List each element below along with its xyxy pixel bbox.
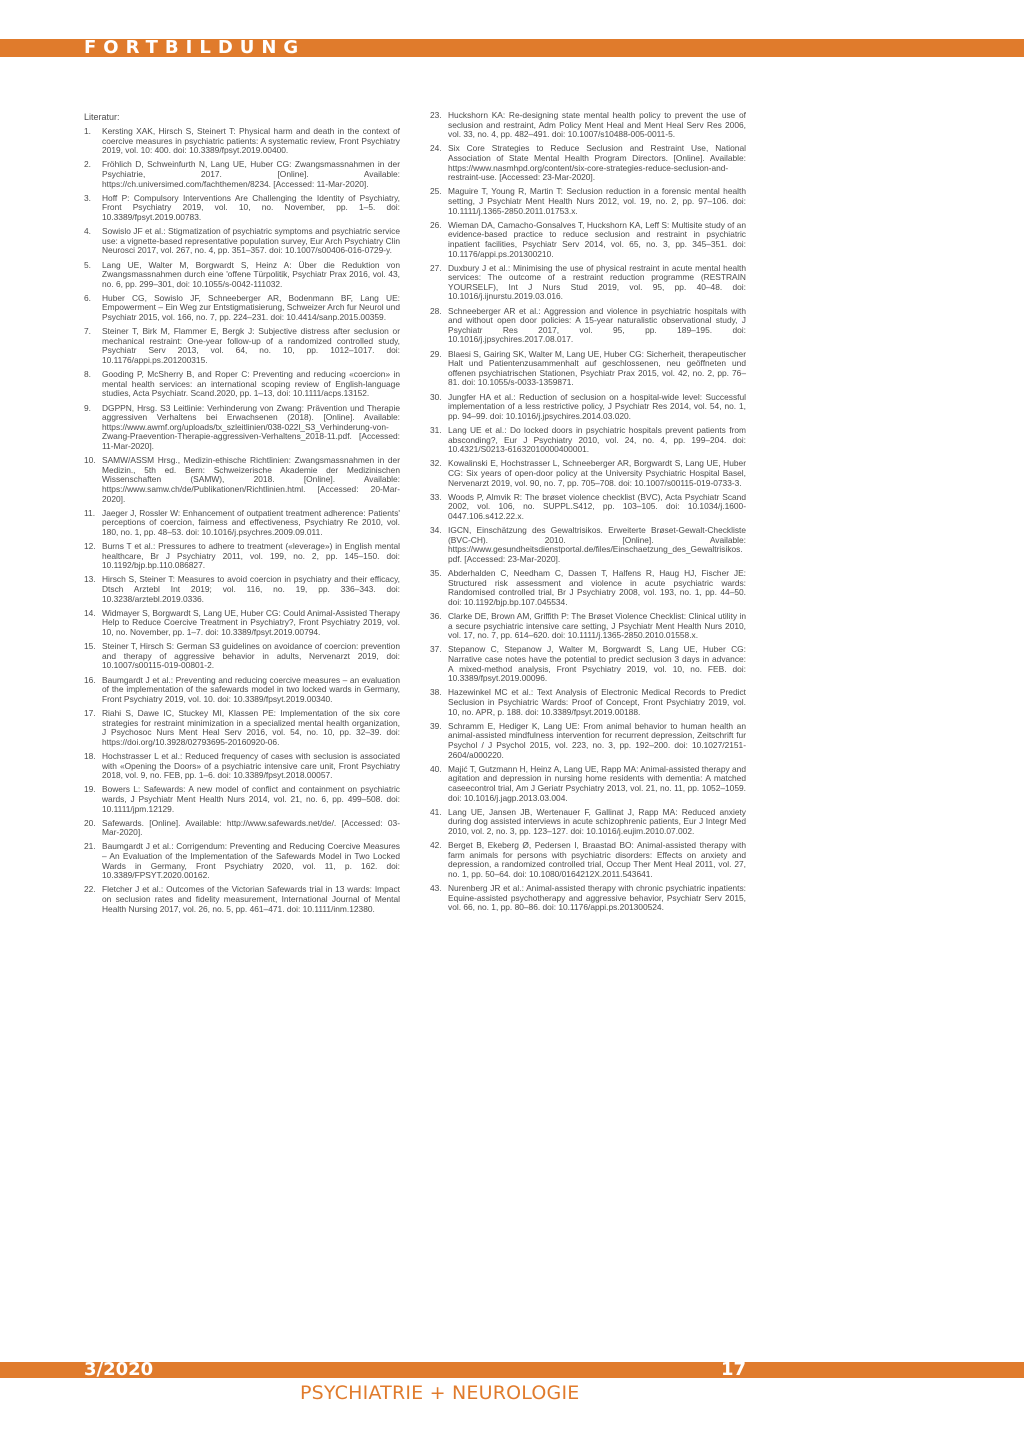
reference-item (430, 765, 746, 803)
reference-text: Clarke DE, Brown AM, Griffith P: The Brøset Violence Checklist: Clinical utility in a secure psychiatric intensive care setting, J Psychiatr Ment Health Nurs 2010, vol. 17, no. 7, pp. 614–620. doi: 10.1111/j.1365-2850.2010.01558.x. (448, 611, 746, 641)
reference-number: 16. (84, 674, 96, 685)
reference-item (84, 842, 400, 880)
reference-item (430, 841, 746, 879)
reference-text: Six Core Strategies to Reduce Seclusion and Restraint Use, National Association of State Mental Health Program Directors. [Online]. Available: https://www.nasmhpd.org/content/six-core-strategies-reduce-seclusion-and-restraint-use. [Accessed: 23-Mar-2020]. (448, 143, 746, 183)
reference-text: Hazewinkel MC et al.: Text Analysis of Electronic Medical Records to Predict Seclusion in Psychiatric Wards: Proof of Concept, Front Psychiatry 2019, vol. 10, no. APR, p. 188. doi: 10.3389/fpsyt.2019.00188. (448, 687, 746, 717)
reference-item (430, 459, 746, 488)
reference-text: Steiner T, Birk M, Flammer E, Bergk J: Subjective distress after seclusion or mechanical restraint: One-year follow-up of a randomized controlled study, Psychiatr Serv 2013, vol. 64, no. 10, pp. 1012–1017. doi: 10.1176/appi.ps.201200315. (102, 326, 400, 366)
reference-number: 15. (84, 641, 96, 652)
reference-text: Schramm E, Hediger K, Lang UE: From animal behavior to human health an animal-assisted mindfulness intervention for recurrent depression, Zeitschrift fur Psychol / J Psychol 2015, vol. 223, no. 3, pp. 192–200. doi: 10.1027/2151-2604/a000220. (448, 720, 746, 760)
reference-text: Lang UE, Walter M, Borgwardt S, Heinz A: Über die Reduktion von Zwangsmassnahmen durch eine 'offene Türpolitik, Psychiatr Prax 2016, vol. 43, no. 6, pp. 299–301, doi: 10.1055/s-0042-111032. (102, 259, 400, 289)
reference-text: Duxbury J et al.: Minimising the use of physical restraint in acute mental health services: The outcome of a restraint reduction programme (RESTRAIN YOURSELF), Int J Nurs Stud 2019, vol. 95, pp. 40–48. doi: 10.1016/j.ijnurstu.2019.03.016. (448, 262, 746, 302)
reference-text: Hirsch S, Steiner T: Measures to avoid coercion in psychiatry and their efficacy, Dtsch Arztebl Int 2019; vol. 116, no. 19, pp. 336–343. doi: 10.3238/arztebl.2019.0336. (102, 574, 400, 604)
reference-item (430, 688, 746, 717)
reference-text: Berget B, Ekeberg Ø, Pedersen I, Braastad BO: Animal-assisted therapy with farm animals for persons with psychiatric disorders: Effects on anxiety and depression, a randomized controlled trial, Occup Ther Ment Heal 2011, vol. 27, no. 1, pp. 50–64. doi: 10.1080/0164212X.2011.543641. (448, 840, 746, 879)
reference-number: 43. (430, 883, 442, 894)
reference-item (430, 187, 746, 216)
reference-text: Fletcher J et al.: Outcomes of the Victorian Safewards trial in 13 wards: Impact on seclusion rates and fidelity measurement, International Journal of Mental Health Nursing 2017, vol. 26, no. 5, pp. 461–471. doi: 10.1111/inm.12380. (102, 884, 400, 914)
reference-number: 21. (84, 841, 96, 852)
reference-number: 35. (430, 568, 442, 579)
reference-text: IGCN, Einschätzung des Gewaltrisikos. Erweiterte Brøset-Gewalt-Checkliste (BVC-CH). 2010. [Online]. Available: https://www.gesundheitsdienstportal.de/files/Einschaetzung_des_Gewaltrisikos.pdf. [Accessed: 23-Mar-2020]. (448, 525, 746, 564)
reference-item (430, 569, 746, 607)
reference-number: 8. (84, 369, 91, 380)
reference-item (84, 327, 400, 365)
reference-text: Nurenberg JR et al.: Animal-assisted therapy with chronic psychiatric inpatients: Equine-assisted psychotherapy and aggressive behavior, Psychiatr Serv 2015, vol. 66, no. 1, pp. 80–86. doi: 10.1176/appi.ps.201300524. (448, 883, 746, 913)
reference-text: Majić T, Gutzmann H, Heinz A, Lang UE, Rapp MA: Animal-assisted therapy and agitation and depression in nursing home residents with dementia: A matched caseecontrol trial, Am J Geriatr Psychiatry 2013, vol. 21, no. 11, pp. 1052–1059. doi: 10.1016/j.jagp.2013.03.004. (448, 763, 746, 803)
reference-number: 4. (84, 226, 91, 237)
reference-item (430, 350, 746, 388)
reference-text: Abderhalden C, Needham C, Dassen T, Halfens R, Haug HJ, Fischer JE: Structured risk assessment and violence in acute psychiatric wards: Randomised controlled trial, Br J Psychiatry 2008, vol. 193, no. 1, pp. 44–50. doi: 10.1192/bjp.bp.107.045534. (448, 568, 746, 607)
reference-item (84, 509, 400, 538)
footer-bar (0, 1362, 1024, 1378)
reference-text: Lang UE, Jansen JB, Wertenauer F, Gallinat J, Rapp MA: Reduced anxiety during dog assisted interviews in acute schizophrenic patients, Eur J Integr Med 2010, vol. 2, no. 3, pp. 123–127. doi: 10.1016/j.eujim.2010.07.002. (448, 806, 746, 836)
reference-number: 17. (84, 707, 96, 718)
references-column-left (84, 127, 400, 919)
reference-text: SAMW/ASSM Hrsg., Medizin-ethische Richtlinien: Zwangsmassnahmen in der Medizin., 5th ed. Bern: Schweizerische Akademie der Medizinischen Wissenschaften (SAMW), 2018. [Online]. Available: https://www.samw.ch/de/Publikationen/Richtlinien.html. [Accessed: 20-Mar-2020]. (102, 455, 400, 504)
reference-text: Sowislo JF et al.: Stigmatization of psychiatric symptoms and psychiatric service use: a vignette-based representative population survey, Eur Arch Psychiatry Clin Neurosci 2017, vol. 267, no. 4, pp. 351–357. doi: 10.1007/s00406-016-0729-y. (102, 226, 400, 256)
reference-text: Baumgardt J et al.: Preventing and reducing coercive measures – an evaluation of the implementation of the safewards model in two locked wards in Germany, Front Psychiatry 2019, vol. 10. doi: 10.3389/fpsyt.2019.00340. (102, 674, 400, 704)
reference-text: Gooding P, McSherry B, and Roper C: Preventing and reducing «coercion» in mental health services: an international scoping review of English-language studies, Acta Psychiatr. Scand.2020, pp. 1–13, doi: 10.1111/acps.13152. (102, 369, 400, 399)
reference-item (84, 785, 400, 814)
reference-item (430, 526, 746, 564)
reference-item (84, 160, 400, 189)
reference-number: 23. (430, 110, 442, 120)
reference-number: 36. (430, 611, 442, 622)
reference-text: Widmayer S, Borgwardt S, Lang UE, Huber CG: Could Animal-Assisted Therapy Help to Reduce Coercive Treatment in Psychiatry?, Front Psychiatry 2019, vol. 10, no. November, pp. 1–7. doi: 10.3389/fpsyt.2019.00794. (102, 607, 400, 638)
reference-text: Wieman DA, Camacho-Gonsalves T, Huckshorn KA, Leff S: Multisite study of an evidence-based practice to reduce seclusion and restraint in psychiatric inpatient facilities, Psychiatr Serv 2014, vol. 65, no. 3, pp. 345–351. doi: 10.1176/appi.ps.201300210. (448, 219, 746, 259)
reference-number: 25. (430, 186, 442, 197)
reference-item (84, 127, 400, 156)
reference-text: DGPPN, Hrsg. S3 Leitlinie: Verhinderung von Zwang: Prävention und Therapie aggressiven Verhaltens bei Erwachsenen (2018). [Online]. Available: https://www.awmf.org/uploads/tx_szleitlinien/038-022l_S3_Verhinderung-von-Zwang-Praevention-Therapie-aggressiven-Verhaltens_2018-11.pdf. [Accessed: 11-Mar-2020]. (102, 402, 400, 451)
reference-item (84, 885, 400, 914)
reference-number: 18. (84, 750, 96, 761)
reference-number: 40. (430, 763, 442, 774)
reference-item (84, 370, 400, 399)
reference-item (430, 426, 746, 455)
reference-text: Jungfer HA et al.: Reduction of seclusion on a hospital-wide level: Successful implementation of a less restrictive policy, J Psychiatr Res 2014, vol. 54, no. 1, pp. 94–99. doi: 10.1016/j.jpsychires.2014.03.020. (448, 391, 746, 421)
reference-text: Fröhlich D, Schweinfurth N, Lang UE, Huber CG: Zwangsmassnahmen in der Psychiatrie, 2017. [Online]. Available: https://ch.universimed.com/fachthemen/8234. [Accessed: 11-Mar-2020]. (102, 159, 400, 189)
reference-item (84, 676, 400, 705)
reference-item (430, 722, 746, 760)
reference-text: Huber CG, Sowislo JF, Schneeberger AR, Bodenmann BF, Lang UE: Empowerment – Ein Weg zur Entstigmatisierung, Schweizer Arch fur Neurol und Psychiatr 2015, vol. 166, no. 7, pp. 224–231. doi: 10.4414/sanp.2015.00359. (102, 292, 400, 323)
reference-text: Blaesi S, Gairing SK, Walter M, Lang UE, Huber CG: Sicherheit, therapeutischer Halt und Patientenzusammenhalt auf geschlossenen, neu geöffneten und offenen psychiatrischen Stationen, Psychiatr Prax 2015, vol. 42, no. 2, pp. 76–81. doi: 10.1055/s-0033-1359871. (448, 348, 746, 388)
reference-text: Baumgardt J et al.: Corrigendum: Preventing and Reducing Coercive Measures – An Evaluation of the Implementation of the Safewards Model in Two Locked Wards in Germany, Front Psychiatry 2020, vol. 11, p. 162. doi: 10.3389/FPSYT.2020.00162. (102, 841, 400, 881)
reference-text: Riahi S, Dawe IC, Stuckey MI, Klassen PE: Implementation of the six core strategies for restraint minimization in a specialized mental health organization, J Psychosoc Nurs Ment Heal Serv 2016, vol. 54, no. 10, pp. 32–39. doi: https://doi.org/10.3928/02793695-20160920-06. (102, 707, 400, 747)
reference-text: Schneeberger AR et al.: Aggression and violence in psychiatric hospitals with and without open door policies: A 15-year naturalistic observational study, J Psychiatr Res 2017, vol. 95, pp. 189–195. doi: 10.1016/j.jpsychires.2017.08.017. (448, 305, 746, 345)
reference-number: 13. (84, 574, 96, 585)
reference-number: 24. (430, 143, 442, 154)
reference-number: 30. (430, 391, 442, 402)
reference-list (84, 127, 400, 914)
reference-item (430, 393, 746, 422)
reference-item (430, 493, 746, 522)
reference-item (84, 609, 400, 638)
reference-number: 7. (84, 326, 91, 337)
reference-item (84, 819, 400, 838)
reference-item (430, 264, 746, 302)
reference-text: Lang UE et al.: Do locked doors in psychiatric hospitals prevent patients from absconding?, Eur J Psychiatry 2010, vol. 24, no. 4, pp. 199–204. doi: 10.4321/S0213-61632010000400001. (448, 424, 746, 455)
reference-number: 33. (430, 491, 442, 502)
reference-item (430, 111, 746, 140)
reference-number: 10. (84, 455, 96, 466)
reference-item (84, 752, 400, 781)
reference-item (430, 645, 746, 683)
literature-label: Literatur: (84, 112, 120, 122)
reference-item (430, 808, 746, 837)
issue-number: 3/2020 (84, 1359, 154, 1380)
reference-number: 20. (84, 817, 96, 828)
reference-number: 42. (430, 840, 442, 851)
reference-item (84, 575, 400, 604)
reference-number: 29. (430, 348, 442, 359)
reference-number: 37. (430, 644, 442, 655)
reference-number: 26. (430, 219, 442, 230)
page-number: 17 (720, 1359, 746, 1380)
reference-number: 27. (430, 262, 442, 273)
reference-text: Jaeger J, Rossler W: Enhancement of outpatient treatment adherence: Patients' perceptions of coercion, fairness and effectiveness, Psychiatry Re 2010, vol. 180, no. 1, pp. 48–53. doi: 10.1016/j.psychres.2009.09.011. (102, 507, 400, 537)
reference-text: Woods P, Almvik R: The brøset violence checklist (BVC), Acta Psychiatr Scand 2002, vol. 106, no. SUPPL.S412, pp. 103–105. doi: 10.1034/j.1600-0447.106.s412.22.x. (448, 491, 746, 521)
reference-text: Burns T et al.: Pressures to adhere to treatment («leverage») in English mental healthcare, Br J Psychiatry 2011, vol. 199, no. 2, pp. 145–150. doi: 10.1192/bjp.bp.110.086827. (102, 541, 400, 571)
reference-number: 31. (430, 424, 442, 435)
reference-text: Hochstrasser L et al.: Reduced frequency of cases with seclusion is associated with «Opening the Doors» of a psychiatric intensive care unit, Front Psychiatry 2018, vol. 9, no. FEB, pp. 1–6. doi: 10.3389/fpsyt.2018.00057. (102, 750, 400, 781)
reference-text: Kowalinski E, Hochstrasser L, Schneeberger AR, Borgwardt S, Lang UE, Huber CG: Six years of open-door policy at the University Psychiatric Hospital Basel, Nervenarzt 2019, vol. 90, no. 7, pp. 705–708. doi: 10.1007/s00115-019-0733-3. (448, 458, 746, 488)
reference-number: 19. (84, 784, 96, 795)
reference-item (84, 456, 400, 504)
reference-number: 2. (84, 159, 91, 170)
reference-number: 9. (84, 402, 91, 413)
reference-text: Steiner T, Hirsch S: German S3 guidelines on avoidance of coercion: prevention and therapy of aggressive behavior in adults, Nervenarzt 2019, doi: 10.1007/s00115-019-00801-2. (102, 641, 400, 671)
reference-number: 1. (84, 126, 91, 136)
reference-item (84, 227, 400, 256)
reference-item (430, 612, 746, 641)
reference-text: Kersting XAK, Hirsch S, Steinert T: Physical harm and death in the context of coercive measures in psychiatric patients: A systematic review, Front Psychiatry 2019, vol. 10: 400. doi: 10.3389/fpsyt.2019.00400. (102, 126, 400, 156)
reference-item (430, 221, 746, 259)
reference-number: 39. (430, 720, 442, 731)
reference-item (84, 194, 400, 223)
reference-number: 6. (84, 292, 91, 303)
reference-number: 41. (430, 806, 442, 817)
reference-item (84, 642, 400, 671)
reference-number: 22. (84, 884, 96, 895)
section-title: FORTBILDUNG (84, 37, 306, 58)
reference-text: Safewards. [Online]. Available: http://www.safewards.net/de/. [Accessed: 03-Mar-2020]. (102, 817, 400, 838)
reference-list (430, 111, 746, 913)
reference-item (84, 709, 400, 747)
reference-text: Hoff P: Compulsory Interventions Are Challenging the Identity of Psychiatry, Front Psychiatry 2019, vol. 10, no. November, pp. 1–5. doi: 10.3389/fpsyt.2019.00783. (102, 192, 400, 222)
reference-item (430, 307, 746, 345)
reference-number: 32. (430, 458, 442, 469)
reference-item (84, 542, 400, 571)
reference-item (430, 144, 746, 182)
reference-number: 12. (84, 541, 96, 552)
reference-text: Bowers L: Safewards: A new model of conflict and containment on psychiatric wards, J Psychiatr Ment Health Nurs 2014, vol. 21, no. 6, pp. 499–508. doi: 10.1111/jpm.12129. (102, 784, 400, 814)
reference-number: 11. (84, 507, 96, 518)
reference-text: Stepanow C, Stepanow J, Walter M, Borgwardt S, Lang UE, Huber CG: Narrative case notes have the potential to predict seclusion 3 days in advance: A mixed-method analysis, Front Psychiatry 2019, vol. 10, no. FEB. doi: 10.3389/fpsyt.2019.00096. (448, 644, 746, 684)
reference-item (430, 884, 746, 913)
reference-item (84, 261, 400, 290)
references-column-right (430, 111, 746, 917)
reference-item (84, 294, 400, 323)
reference-text: Huckshorn KA: Re-designing state mental health policy to prevent the use of seclusion and restraint, Adm Policy Ment Heal and Ment Heal Serv Res 2006, vol. 33, no. 4, pp. 482–491. doi: 10.1007/s10488-005-0011-5. (448, 110, 746, 140)
reference-number: 38. (430, 687, 442, 698)
reference-number: 14. (84, 607, 96, 618)
reference-text: Maguire T, Young R, Martin T: Seclusion reduction in a forensic mental health setting, J Psychiatr Ment Health Nurs 2012, vol. 19, no. 2, pp. 97–106. doi: 10.1111/j.1365-2850.2011.01753.x. (448, 186, 746, 216)
reference-item (84, 404, 400, 452)
journal-name: PSYCHIATRIE + NEUROLOGIE (300, 1382, 580, 1404)
reference-number: 34. (430, 525, 442, 536)
reference-number: 28. (430, 305, 442, 316)
reference-number: 5. (84, 259, 91, 270)
reference-number: 3. (84, 192, 91, 203)
